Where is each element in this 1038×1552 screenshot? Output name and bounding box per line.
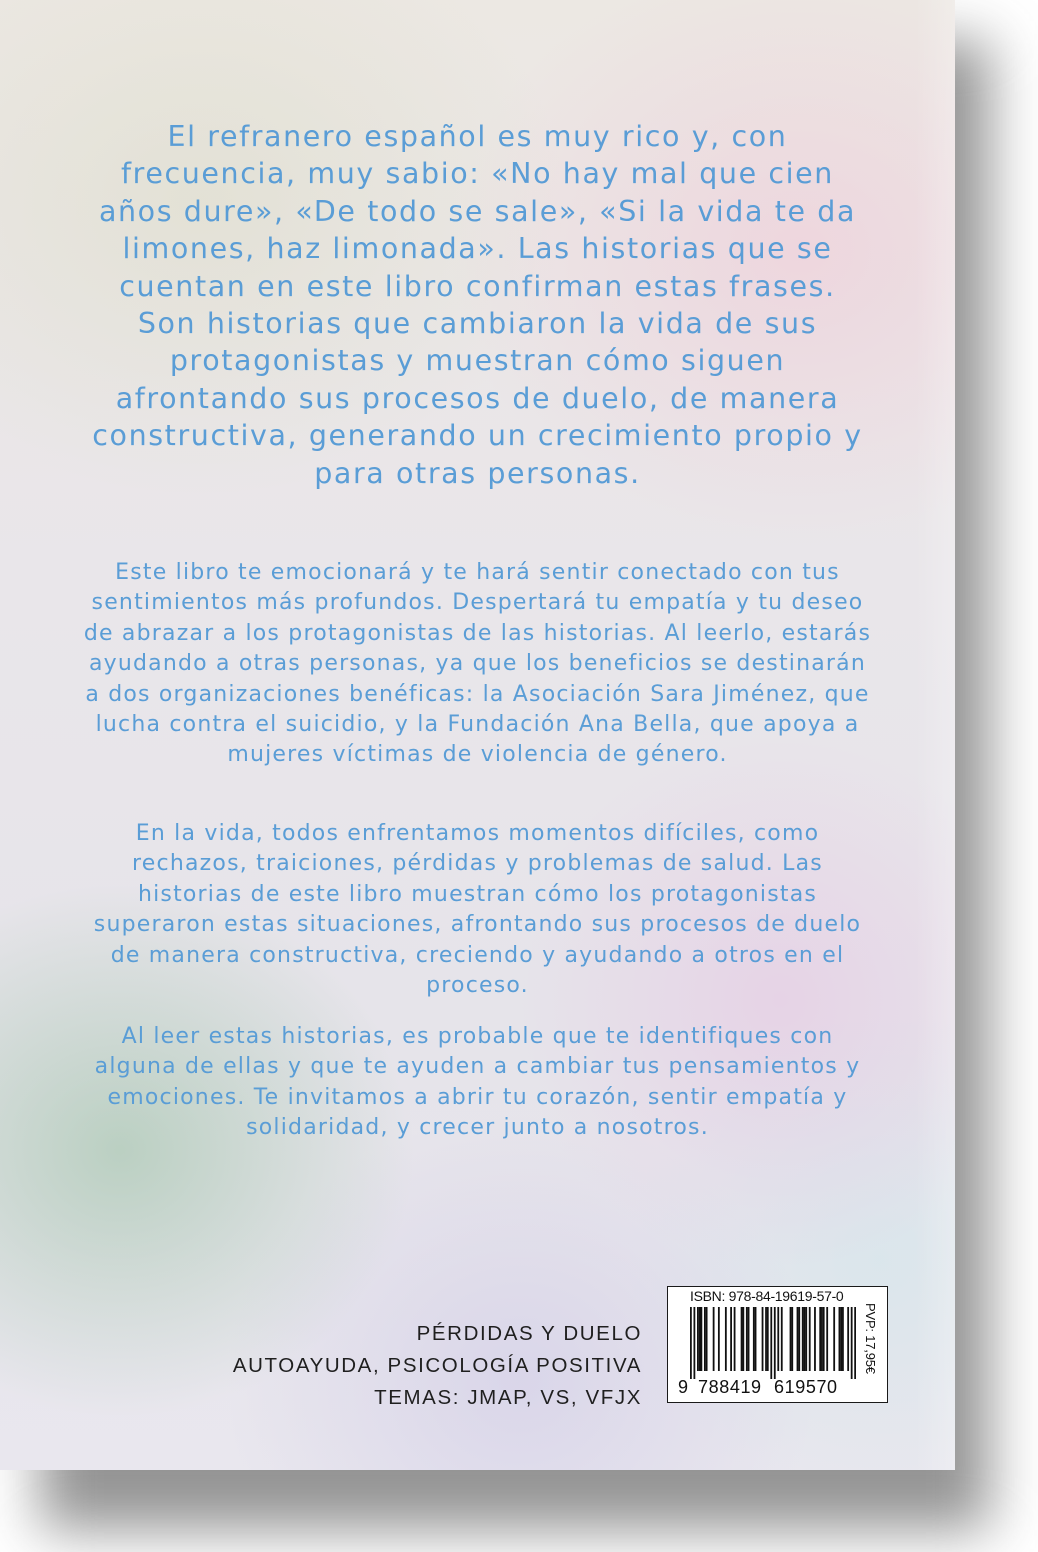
barcode-bar [748,1307,750,1371]
barcode-bar [718,1307,720,1371]
description-paragraph-1: Este libro te emocionará y te hará sentir conectado con tus sentimientos más profundos. Despertará tu empatía y tu deseo de abrazar a los protagonistas de las historias. Al leerlo, estarás ayudando a otras personas, ya que los beneficios se destinarán a dos organizaciones benéficas: la Asociación Sara Jiménez, que lucha contra el suicidio, y la Fundación Ana Bella, que apoya a mujeres víctimas de violencia de género. [83,560,872,768]
barcode-bar [814,1307,816,1371]
barcode-bar [706,1307,708,1371]
barcode-bar [774,1307,776,1379]
barcode-bar [713,1307,715,1371]
isbn-digits-right: 619570 [774,1377,838,1397]
barcode-bar [704,1307,706,1371]
price-label: PVP: 17,95€ [863,1303,878,1374]
barcode-bar [725,1307,727,1371]
barcode-bar [847,1307,849,1371]
barcode-bar [762,1307,764,1371]
barcode-bar [833,1307,835,1371]
barcode-bar [693,1307,695,1379]
barcode-bar [798,1307,800,1371]
barcode-bar [854,1307,856,1379]
barcode-bar [753,1307,755,1371]
isbn-digits-left: 788419 [698,1377,762,1397]
intro-paragraph: El refranero español es muy rico y, con frecuencia, muy sabio: «No hay mal que cien años dure», «De todo se sale», «Si la vida te da limones, haz limonada». Las historias que se cuentan en este libro confirman estas frases. Son historias que cambiaron la vida de sus protagonistas y muestran cómo siguen afrontando sus procesos de duelo, de manera constructiva, generando un crecimiento propio y para otras personas. [92,120,863,490]
barcode-bar [770,1307,772,1379]
barcode-bar [741,1307,743,1371]
barcode-bar [809,1307,811,1371]
barcode-bar [742,1307,744,1371]
cover-edge-highlight [915,0,955,1470]
barcode-bar [690,1307,692,1379]
barcode-bar [805,1307,807,1371]
category-line: PÉRDIDAS Y DUELO [416,1322,642,1345]
barcode-bar [734,1307,736,1371]
barcode-bar [821,1307,823,1371]
barcode-bar [804,1307,806,1371]
barcode-bar [730,1307,732,1371]
barcode-bar [839,1307,841,1371]
description-paragraph-2: En la vida, todos enfrentamos momentos difíciles, como rechazos, traiciones, pérdidas y problemas de salud. Las historias de este libro muestran cómo los protagonistas superaron estas situaciones, afrontando sus procesos de duelo de manera constructiva, creciendo y ayudando a otros en el proceso. [93,821,862,999]
isbn-digit-first: 9 [678,1377,689,1397]
barcode-bar [781,1307,783,1371]
category-list [200,1318,642,1414]
isbn-label: ISBN: 978-84-19619-57-0 [690,1288,844,1304]
category-line: TEMAS: JMAP, VS, VFJX [374,1386,642,1409]
barcode-box [667,1286,888,1403]
barcode-bar [765,1307,767,1371]
barcode-bar [802,1307,804,1371]
barcode-bar [755,1307,757,1371]
barcode-bar [840,1307,842,1371]
barcode-bar [826,1307,828,1371]
barcode-bar [819,1307,821,1371]
barcode-bar [851,1307,853,1379]
barcode-bar [700,1307,702,1371]
barcode-bar [823,1307,825,1371]
barcode-bars [690,1307,856,1379]
description-paragraph-3: Al leer estas historias, es probable que te identifiques con alguna de ellas y que te ayuden a cambiar tus pensamientos y emociones. Te invitamos a abrir tu corazón, sentir empatía y solidaridad, y crecer junto a nosotros. [94,1024,861,1141]
barcode-bar [842,1307,844,1371]
category-line: AUTOAYUDA, PSICOLOGÍA POSITIVA [232,1354,642,1377]
barcode-bar [791,1307,793,1371]
barcode-bar [746,1307,748,1371]
barcode-bar [697,1307,699,1371]
barcode-bar [790,1307,792,1371]
barcode-bar [797,1307,799,1371]
barcode-bar [767,1307,769,1371]
barcode-bar [777,1307,779,1371]
barcode-bar [699,1307,701,1371]
